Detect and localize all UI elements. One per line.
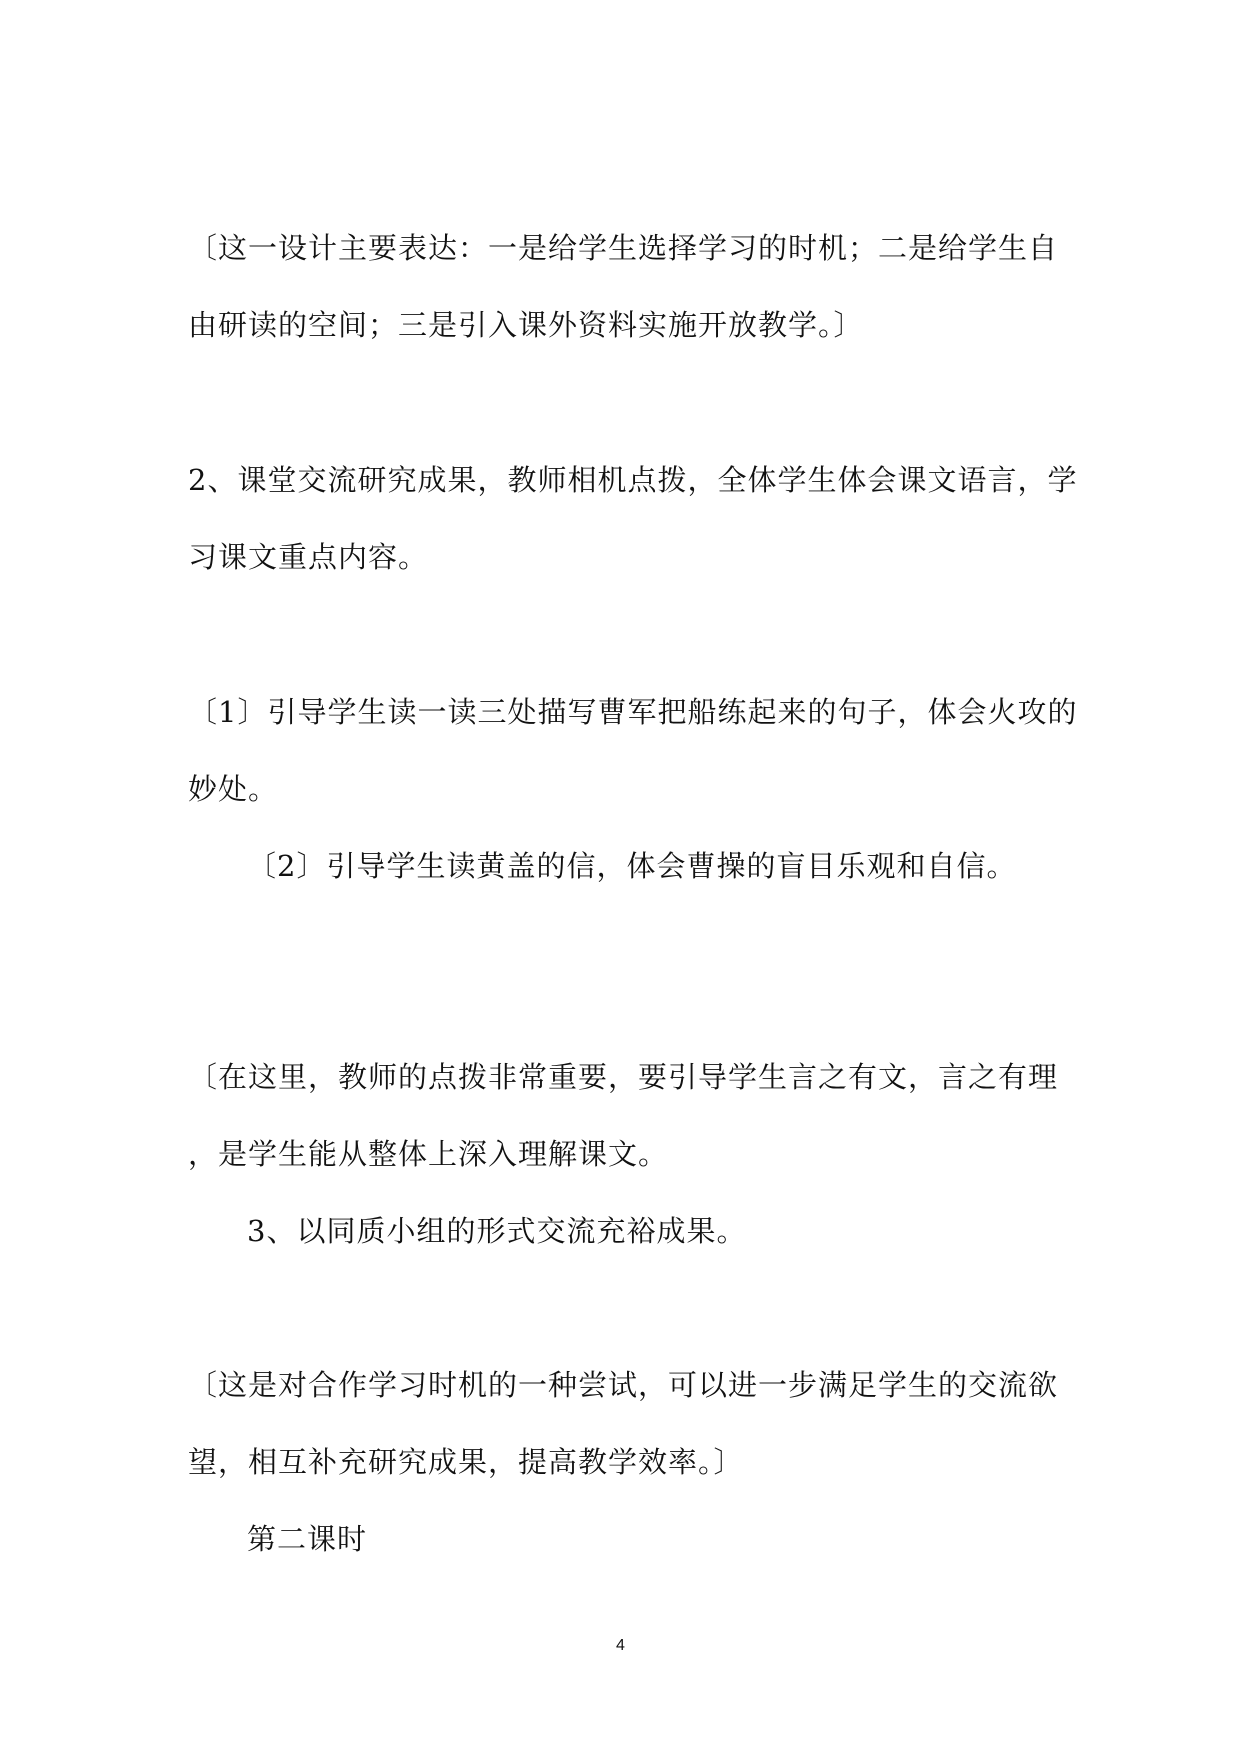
paragraph-7-line-2: 望，相互补充研究成果，提高教学效率。〕: [188, 1445, 744, 1479]
paragraph-3-line-1: 〔1〕引导学生读一读三处描写曹军把船练起来的句子，体会火攻的: [188, 695, 1078, 729]
paragraph-2-line-2: 习课文重点内容。: [188, 540, 429, 574]
paragraph-2-line-1: 2、课堂交流研究成果，教师相机点拨，全体学生体会课文语言，学: [188, 463, 1078, 497]
paragraph-4-line-1: 〔2〕引导学生读黄盖的信，体会曹操的盲目乐观和自信。: [247, 849, 1017, 883]
paragraph-5-line-2: ，是学生能从整体上深入理解课文。: [188, 1137, 669, 1171]
paragraph-5-line-1: 〔在这里，教师的点拨非常重要，要引导学生言之有文，言之有理: [188, 1060, 1059, 1094]
paragraph-7-line-1: 〔这是对合作学习时机的一种尝试，可以进一步满足学生的交流欲: [188, 1368, 1059, 1402]
paragraph-1-line-2: 由研读的空间；三是引入课外资料实施开放教学。〕: [188, 308, 864, 342]
paragraph-3-line-2: 妙处。: [188, 772, 279, 806]
page-number: 4: [616, 1637, 625, 1654]
paragraph-1-line-1: 〔这一设计主要表达：一是给学生选择学习的时机；二是给学生自: [188, 231, 1059, 265]
paragraph-6-line-1: 3、以同质小组的形式交流充裕成果。: [247, 1214, 747, 1248]
lesson-heading: 第二课时: [247, 1522, 368, 1556]
